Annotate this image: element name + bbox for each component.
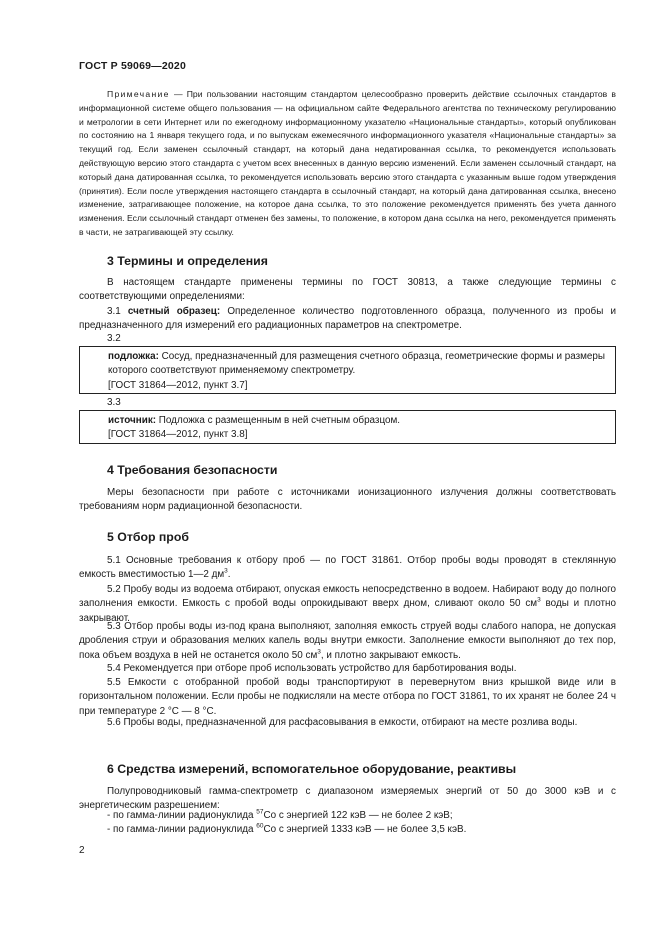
para-5-3-text: 5.3 Отбор пробы воды из-под крана выполняют, заполняя емкость струей воды слабого напора, не допуская дробления струи и образования мелких капель воды внутри емкости. Заполнение емкости выполняют до тех пор, пока объем воздуха в ней не останется около 50 см bbox=[79, 621, 616, 661]
term-3-2-num: 3.2 bbox=[107, 333, 121, 344]
list-item-2-pre: - по гамма-линии радионуклида bbox=[107, 824, 257, 836]
note-label: Примечание bbox=[107, 89, 170, 99]
term-3-2-source: [ГОСТ 31864—2012, пункт 3.7] bbox=[108, 379, 248, 391]
para-5-1 bbox=[79, 554, 616, 583]
section-5-title: 5 Отбор проб bbox=[107, 530, 189, 544]
term-3-2-term: подложка: bbox=[108, 351, 159, 362]
section-4-text: Меры безопасности при работе с источниками ионизационного излучения должны соответствовать требованиям норм радиационной безопасности. bbox=[79, 487, 616, 513]
list-item-1-sup: 57 bbox=[256, 808, 264, 816]
term-3-3-source: [ГОСТ 31864—2012, пункт 3.8] bbox=[108, 429, 248, 441]
para-5-3-sup: 3 bbox=[317, 648, 321, 656]
term-3-2-box bbox=[79, 346, 616, 394]
para-5-2-end: воды и плотно закрывают. bbox=[79, 598, 616, 624]
term-3-1 bbox=[79, 305, 616, 334]
section-4-title: 4 Требования безопасности bbox=[107, 463, 278, 477]
para-5-6: 5.6 Пробы воды, предназначенной для расфасовывания в емкости, отбирают на месте розлива воды. bbox=[107, 717, 578, 728]
list-item-2-sup: 60 bbox=[256, 823, 264, 830]
section-3-intro: В настоящем стандарте применены термины по ГОСТ 30813, а также следующие термины с соответствующими определениями: bbox=[79, 277, 616, 303]
list-item bbox=[79, 823, 616, 837]
term-3-1-term: счетный образец: bbox=[127, 306, 221, 317]
list-item bbox=[79, 809, 616, 823]
term-3-1-num: 3.1 bbox=[107, 306, 121, 317]
term-3-3-box bbox=[79, 410, 616, 444]
para-5-5: 5.5 Емкости с отобранной пробой воды транспортируют в перевернутом вниз крышкой виде или в горизонтальном положении. Если пробы не подкисляли на месте отбора по ГОСТ 31861, то их хранят не более 24 ч при температуре 2 °С — 8 °С. bbox=[79, 677, 616, 717]
para-5-3-end: , и плотно закрывают емкость. bbox=[320, 649, 461, 661]
section-6-list bbox=[79, 809, 616, 838]
term-3-2-text bbox=[108, 350, 607, 379]
term-3-3-num: 3.3 bbox=[107, 397, 121, 408]
note-paragraph bbox=[79, 88, 616, 240]
section-6-title: 6 Средства измерений, вспомогательное оборудование, реактивы bbox=[107, 762, 517, 776]
term-3-3-def: Подложка с размещенным в ней счетным образцом. bbox=[156, 415, 401, 426]
term-3-3-term: источник: bbox=[108, 415, 157, 426]
para-5-3 bbox=[79, 620, 616, 663]
term-3-3-text bbox=[108, 414, 607, 428]
para-5-4: 5.4 Рекомендуется при отборе проб использовать устройство для барботирования воды. bbox=[107, 663, 517, 674]
para-5-2-text: 5.2 Пробу воды из водоема отбирают, опуская емкость непосредственно в водоем. Набирают воду до полного заполнения емкости. Емкость с пробой воды опрокидывают вверх дном, сливают около 50 см bbox=[79, 584, 616, 610]
para-5-2-sup: 3 bbox=[537, 597, 541, 604]
list-item-2-post: Со с энергией 1333 кэВ — не более 3,5 кэВ. bbox=[263, 824, 467, 836]
section-6-intro: Полупроводниковый гамма-спектрометр с диапазоном измеряемых энергий от 50 до 3000 кэВ и с энергетическим разрешением: bbox=[79, 786, 616, 812]
para-5-1-text: 5.1 Основные требования к отбору проб — по ГОСТ 31861. Отбор пробы воды проводят в стеклянную емкость вместимостью 1—2 дм bbox=[79, 555, 616, 581]
term-3-1-def: Определенное количество подготовленного образца, полученного из пробы и предназначенного для измерений его радиационных параметров на спектрометре. bbox=[79, 306, 616, 332]
list-item-1-post: Со с энергией 122 кэВ — не более 2 кэВ; bbox=[263, 810, 453, 821]
page-number: 2 bbox=[79, 845, 85, 856]
term-3-2-def: Сосуд, предназначенный для размещения счетного образца, геометрические формы и размеры которого соответствуют применяемому спектрометру. bbox=[108, 351, 605, 377]
note-text: — При пользовании настоящим стандартом целесообразно проверить действие ссылочных стандартов в информационной системе общего пользования — на официальном сайте Федерального агентства по техническому регулированию и метрологии в сети Интернет или по ежегодному информационному указателю «Национальные стандарты», который опубликован по состоянию на 1 января текущего года, и по выпускам ежемесячного информационного указателя «Национальные стандарты» за текущий год. Если заменен ссылочный стандарт, на который дана недатированная ссылка, то рекомендуется использовать действующую версию этого стандарта с учетом всех внесенных в данную версию изменений. Если заменен ссылочный стандарт, на который дана датированная ссылка, то рекомендуется использовать версию этого стандарта с указанным выше годом утверждения (принятия). Если после утверждения настоящего стандарта в ссылочный стандарт, на который дана датированная ссылка, внесено изменение, затрагивающее положение, на которое дана ссылка, то это положение рекомендуется применять без учета данного изменения. Если ссылочный стандарт отменен без замены, то положение, в котором дана ссылка на него, рекомендуется применять в части, не затрагивающей эту ссылку. bbox=[79, 89, 616, 237]
document-header: ГОСТ Р 59069—2020 bbox=[79, 60, 187, 72]
para-5-1-end: . bbox=[227, 569, 231, 581]
section-3-title: 3 Термины и определения bbox=[107, 254, 268, 268]
para-5-1-sup: 3 bbox=[224, 568, 228, 575]
list-item-1-pre: - по гамма-линии радионуклида bbox=[107, 810, 257, 821]
